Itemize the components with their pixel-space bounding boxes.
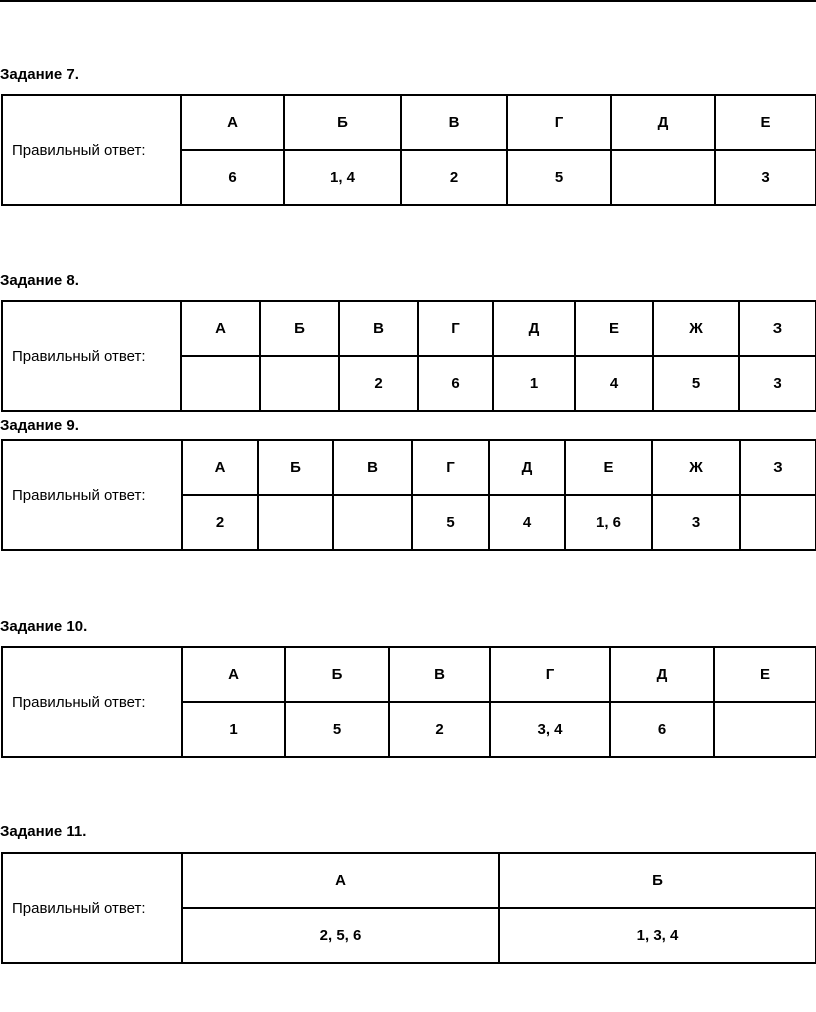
task-7-title: Задание 7. <box>0 66 79 83</box>
answer-label: Правильный ответ: <box>2 95 181 205</box>
answer-cell: 1, 6 <box>565 495 652 550</box>
letter-cell: Б <box>260 301 339 356</box>
answer-cell: 1 <box>182 702 285 757</box>
top-rule <box>0 0 816 2</box>
task-10-title: Задание 10. <box>0 618 88 635</box>
task-8-title: Задание 8. <box>0 272 79 289</box>
letter-cell: Ж <box>653 301 739 356</box>
letter-cell: Г <box>507 95 611 150</box>
answer-cell: 1, 4 <box>284 150 401 205</box>
answer-cell: 6 <box>418 356 493 411</box>
letter-cell: Д <box>493 301 575 356</box>
letter-cell: Д <box>489 440 565 495</box>
answer-cell <box>333 495 412 550</box>
task-11-answer-table <box>1 852 816 964</box>
answer-cell <box>258 495 333 550</box>
task-8-answer-table <box>1 300 816 412</box>
answer-cell: 4 <box>575 356 653 411</box>
answer-cell: 3 <box>715 150 816 205</box>
answer-cell <box>740 495 816 550</box>
letter-cell: З <box>740 440 816 495</box>
task-10-answer-table <box>1 646 816 758</box>
answer-cell: 2 <box>401 150 507 205</box>
letter-cell: В <box>333 440 412 495</box>
letter-cell: З <box>739 301 816 356</box>
answer-cell: 3, 4 <box>490 702 610 757</box>
answer-cell: 3 <box>652 495 740 550</box>
answer-label: Правильный ответ: <box>2 440 182 550</box>
task-7-answer-table <box>1 94 816 206</box>
letter-cell: Г <box>418 301 493 356</box>
letter-cell: Е <box>715 95 816 150</box>
answer-cell: 5 <box>653 356 739 411</box>
letter-cell: Г <box>412 440 489 495</box>
answer-cell: 3 <box>739 356 816 411</box>
letter-cell: Г <box>490 647 610 702</box>
letter-cell: Б <box>499 853 816 908</box>
task-11-title: Задание 11. <box>0 823 87 840</box>
answer-cell: 6 <box>610 702 714 757</box>
letter-cell: В <box>389 647 490 702</box>
letter-cell: А <box>182 647 285 702</box>
answer-cell <box>714 702 816 757</box>
letter-cell: А <box>182 440 258 495</box>
letter-cell: Б <box>285 647 389 702</box>
answer-cell: 5 <box>285 702 389 757</box>
task-9-title: Задание 9. <box>0 417 79 434</box>
letter-cell: Б <box>284 95 401 150</box>
letter-cell: Е <box>714 647 816 702</box>
answer-label: Правильный ответ: <box>2 647 182 757</box>
letter-cell: Е <box>565 440 652 495</box>
answer-label: Правильный ответ: <box>2 301 181 411</box>
letter-cell: Е <box>575 301 653 356</box>
letter-cell: Д <box>611 95 715 150</box>
letter-cell: Б <box>258 440 333 495</box>
letter-cell: А <box>181 95 284 150</box>
answer-cell: 2 <box>339 356 418 411</box>
letter-cell: В <box>339 301 418 356</box>
answer-label: Правильный ответ: <box>2 853 182 963</box>
answer-cell: 6 <box>181 150 284 205</box>
letter-cell: В <box>401 95 507 150</box>
letter-cell: Ж <box>652 440 740 495</box>
answer-cell: 5 <box>412 495 489 550</box>
answer-cell: 4 <box>489 495 565 550</box>
answer-cell <box>260 356 339 411</box>
answer-cell: 1, 3, 4 <box>499 908 816 963</box>
answer-cell <box>181 356 260 411</box>
answer-cell: 2 <box>182 495 258 550</box>
letter-cell: А <box>182 853 499 908</box>
answer-cell <box>611 150 715 205</box>
letter-cell: Д <box>610 647 714 702</box>
answer-cell: 2, 5, 6 <box>182 908 499 963</box>
answer-cell: 2 <box>389 702 490 757</box>
answer-cell: 5 <box>507 150 611 205</box>
letter-cell: А <box>181 301 260 356</box>
answer-cell: 1 <box>493 356 575 411</box>
task-9-answer-table <box>1 439 816 551</box>
